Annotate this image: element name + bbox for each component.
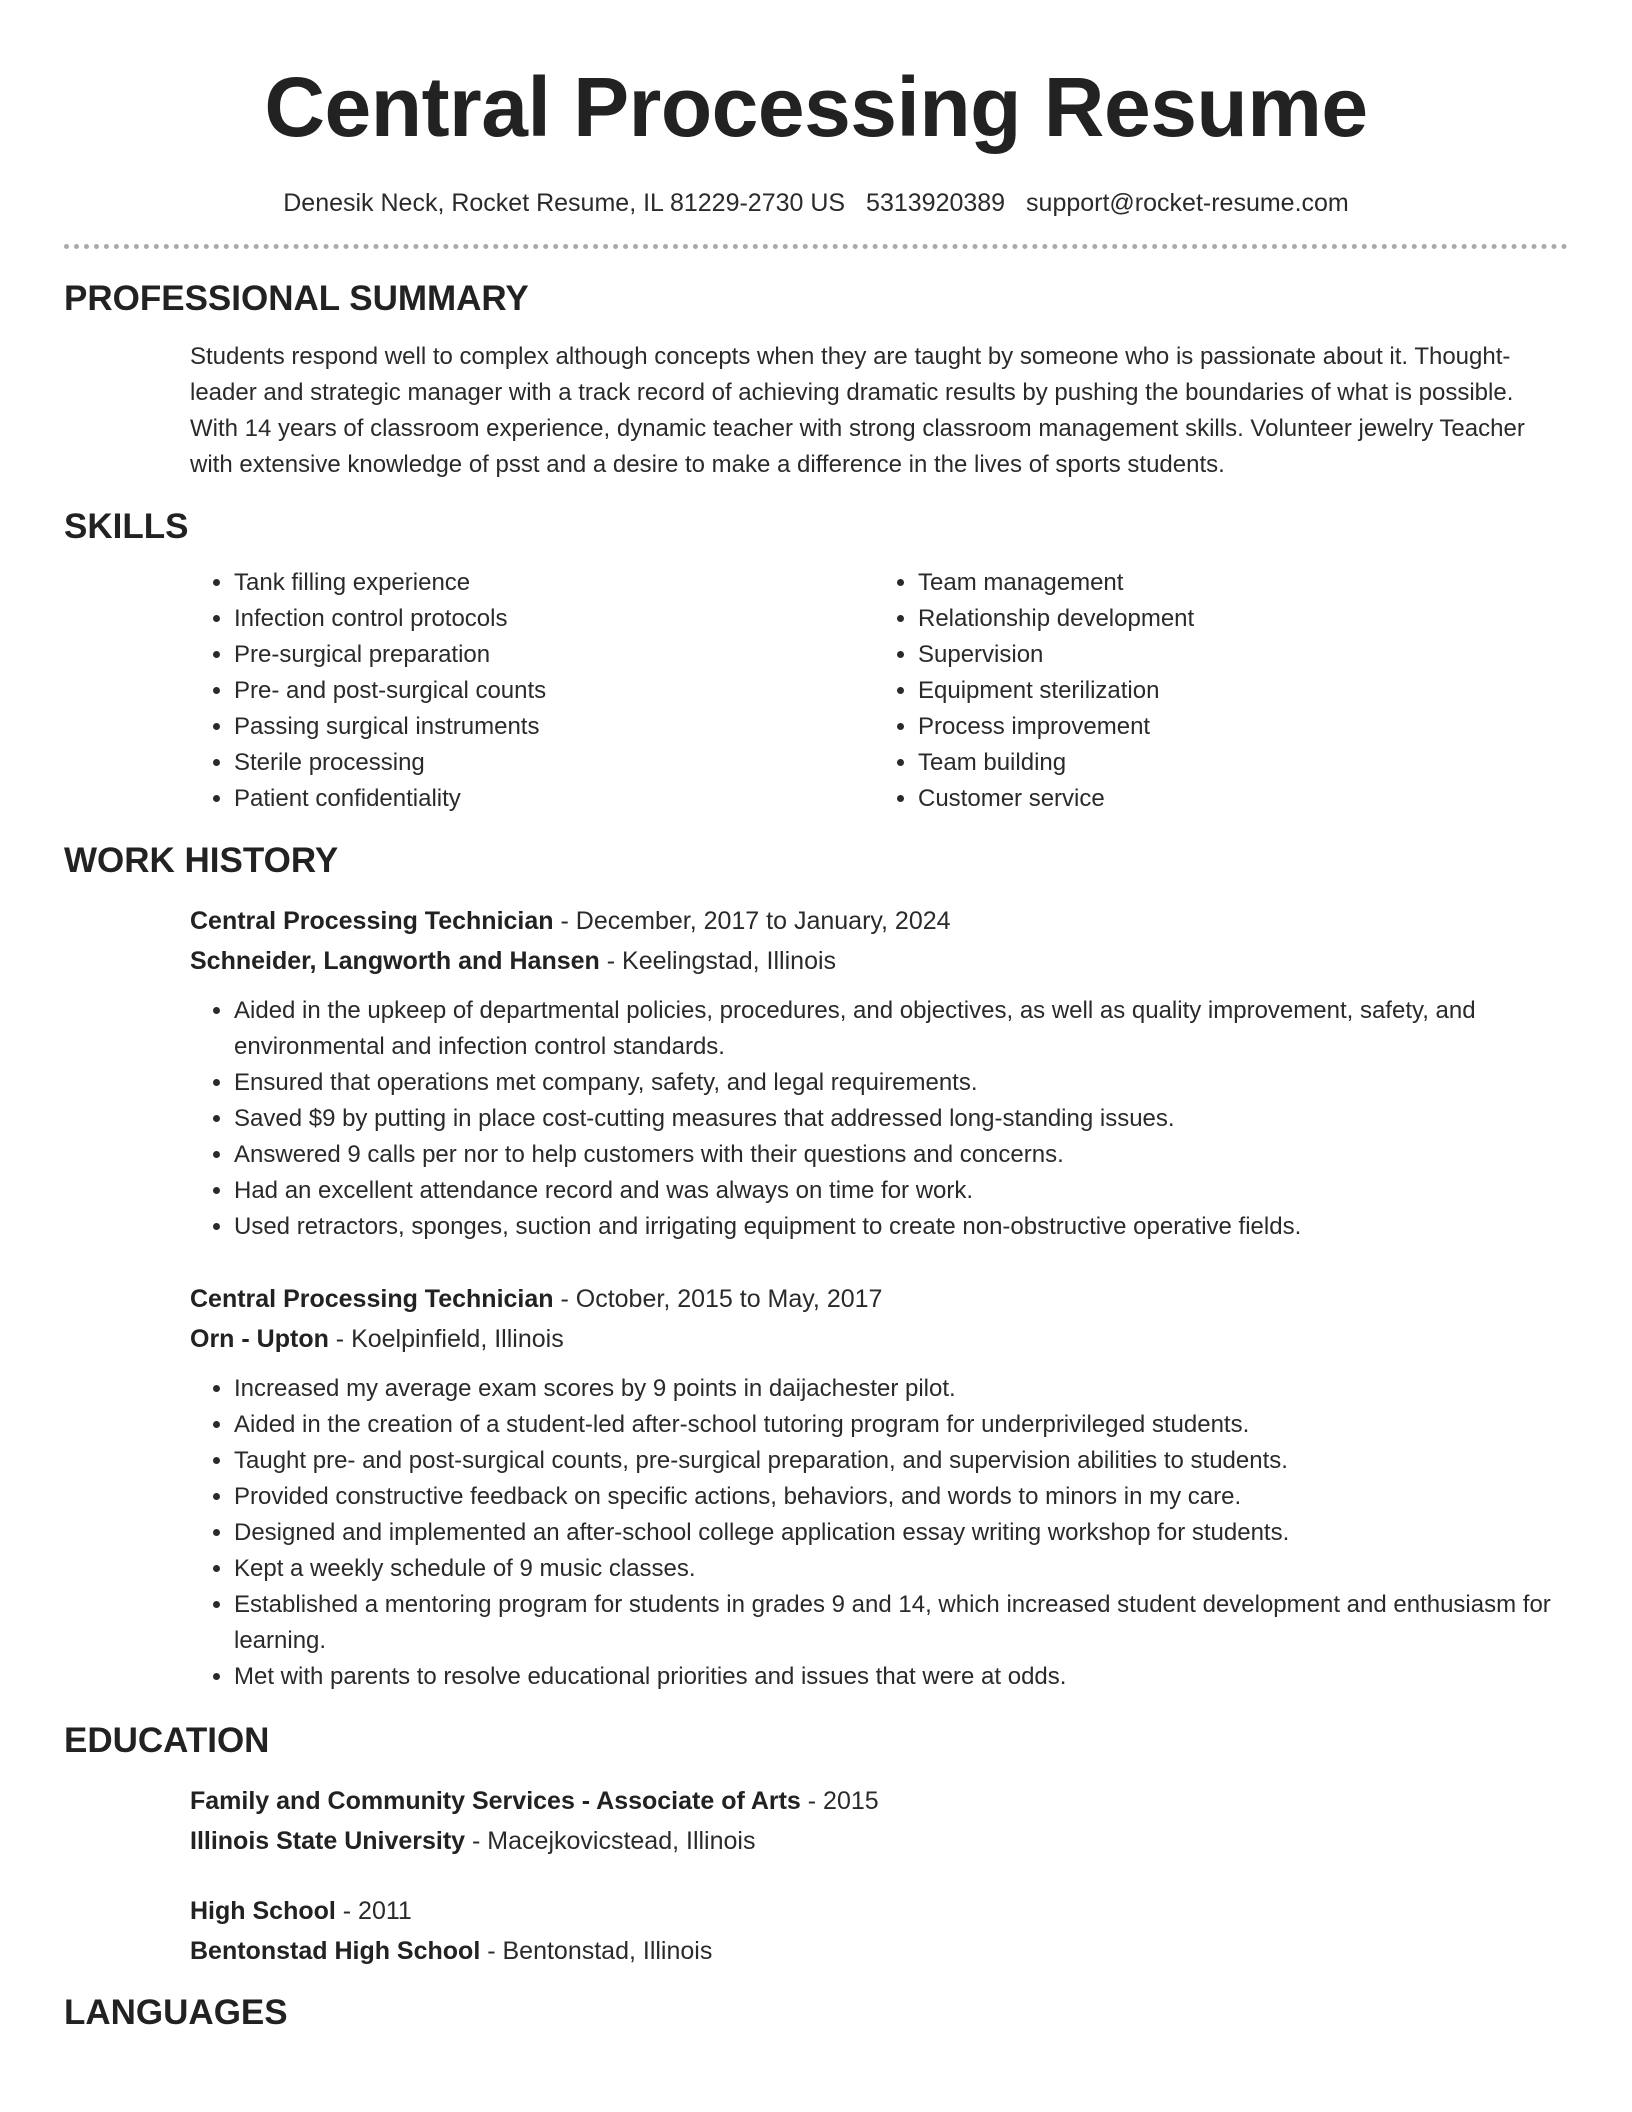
list-item: • Answered 9 calls per nor to help customers with their questions and concerns. xyxy=(234,1137,1568,1173)
list-item: • Saved $9 by putting in place cost-cutting measures that addressed long-standing issues. xyxy=(234,1101,1568,1137)
list-item: • Provided constructive feedback on specific actions, behaviors, and words to minors in my care. xyxy=(234,1479,1568,1515)
contact-email: support@rocket-resume.com xyxy=(1026,189,1349,217)
contact-line xyxy=(64,188,1568,218)
skill-item: • Pre-surgical preparation xyxy=(234,637,874,673)
job-title: Central Processing Technician xyxy=(190,1285,554,1313)
list-item: • Designed and implemented an after-school college application essay writing workshop for students. xyxy=(234,1515,1568,1551)
list-item: • Kept a weekly schedule of 9 music classes. xyxy=(234,1551,1568,1587)
skill-item: • Supervision xyxy=(918,637,1558,673)
job-dates: - October, 2015 to May, 2017 xyxy=(553,1285,883,1313)
skill-item: • Team building xyxy=(918,745,1558,781)
education-heading: EDUCATION xyxy=(64,1721,270,1760)
education-entry xyxy=(190,1891,1568,1971)
work-section xyxy=(64,839,1568,1695)
skill-item: • Passing surgical instruments xyxy=(234,709,874,745)
work-heading: WORK HISTORY xyxy=(64,841,339,880)
job-bullets xyxy=(190,1371,1568,1695)
job-title-line xyxy=(190,1279,1568,1319)
job-location: - Koelpinfield, Illinois xyxy=(328,1325,564,1353)
skill-item: • Team management xyxy=(918,565,1558,601)
skills-left-column xyxy=(190,565,874,817)
skill-item: • Equipment sterilization xyxy=(918,673,1558,709)
skill-item: • Patient confidentiality xyxy=(234,781,874,817)
education-school: Bentonstad High School xyxy=(190,1937,481,1965)
education-degree-line xyxy=(190,1891,1568,1931)
education-location: - Macejkovicstead, Illinois xyxy=(465,1827,756,1855)
job-location: - Keelingstad, Illinois xyxy=(599,947,837,975)
skill-item: • Process improvement xyxy=(918,709,1558,745)
contact-phone: 5313920389 xyxy=(866,189,1006,217)
summary-heading: PROFESSIONAL SUMMARY xyxy=(64,279,529,318)
education-year: - 2011 xyxy=(335,1897,412,1925)
education-year: - 2015 xyxy=(800,1787,879,1815)
job-dates: - December, 2017 to January, 2024 xyxy=(553,907,951,935)
education-section xyxy=(64,1719,1568,1971)
summary-text: Students respond well to complex although concepts when they are taught by someone who is passionate about it. Thought-leader and strategic manager with a track record of achieving dramatic results by pushing the boundaries of what is possible. With 14 years of classroom experience, dynamic teacher with strong classroom management skills. Volunteer jewelry Teacher with extensive knowledge of psst and a desire to make a difference in the lives of sports students. xyxy=(190,343,1525,478)
languages-section xyxy=(64,1991,1568,2035)
list-item: • Aided in the upkeep of departmental policies, procedures, and objectives, as well as quality improvement, safety, and environmental and infection control standards. xyxy=(234,993,1568,1065)
education-degree: Family and Community Services - Associate of Arts xyxy=(190,1787,801,1815)
skill-item: • Infection control protocols xyxy=(234,601,874,637)
list-item: • Increased my average exam scores by 9 points in daijachester pilot. xyxy=(234,1371,1568,1407)
education-school-line xyxy=(190,1931,1568,1971)
list-item: • Had an excellent attendance record and was always on time for work. xyxy=(234,1173,1568,1209)
job-company: Orn - Upton xyxy=(190,1325,329,1353)
education-school: Illinois State University xyxy=(190,1827,466,1855)
job-title: Central Processing Technician xyxy=(190,907,554,935)
skills-list xyxy=(190,565,1568,817)
education-entry xyxy=(190,1781,1568,1861)
job-bullets xyxy=(190,993,1568,1245)
skill-item: • Sterile processing xyxy=(234,745,874,781)
page-title: Central Processing Resume xyxy=(264,60,1368,154)
languages-heading: LANGUAGES xyxy=(64,1993,288,2032)
job-entry xyxy=(190,1279,1568,1695)
job-entry xyxy=(190,901,1568,1245)
job-title-line xyxy=(190,901,1568,941)
skill-item: • Relationship development xyxy=(918,601,1558,637)
skills-heading: SKILLS xyxy=(64,507,189,546)
education-degree: High School xyxy=(190,1897,336,1925)
education-school-line xyxy=(190,1821,1568,1861)
contact-address: Denesik Neck, Rocket Resume, IL 81229-2730 US xyxy=(283,189,846,217)
education-location: - Bentonstad, Illinois xyxy=(480,1937,713,1965)
skill-item: • Tank filling experience xyxy=(234,565,874,601)
job-company-line xyxy=(190,941,1568,981)
skill-item: • Customer service xyxy=(918,781,1558,817)
list-item: • Ensured that operations met company, safety, and legal requirements. xyxy=(234,1065,1568,1101)
list-item: • Used retractors, sponges, suction and irrigating equipment to create non-obstructive operative fields. xyxy=(234,1209,1568,1245)
job-company-line xyxy=(190,1319,1568,1359)
skills-section xyxy=(64,505,1568,817)
header-divider xyxy=(64,244,1568,249)
education-degree-line xyxy=(190,1781,1568,1821)
list-item: • Established a mentoring program for students in grades 9 and 14, which increased student development and enthusiasm for learning. xyxy=(234,1587,1568,1659)
job-company: Schneider, Langworth and Hansen xyxy=(190,947,600,975)
skills-right-column xyxy=(874,565,1558,817)
list-item: • Taught pre- and post-surgical counts, pre-surgical preparation, and supervision abilities to students. xyxy=(234,1443,1568,1479)
skill-item: • Pre- and post-surgical counts xyxy=(234,673,874,709)
list-item: • Aided in the creation of a student-led after-school tutoring program for underprivileged students. xyxy=(234,1407,1568,1443)
summary-section xyxy=(64,277,1568,483)
list-item: • Met with parents to resolve educational priorities and issues that were at odds. xyxy=(234,1659,1568,1695)
